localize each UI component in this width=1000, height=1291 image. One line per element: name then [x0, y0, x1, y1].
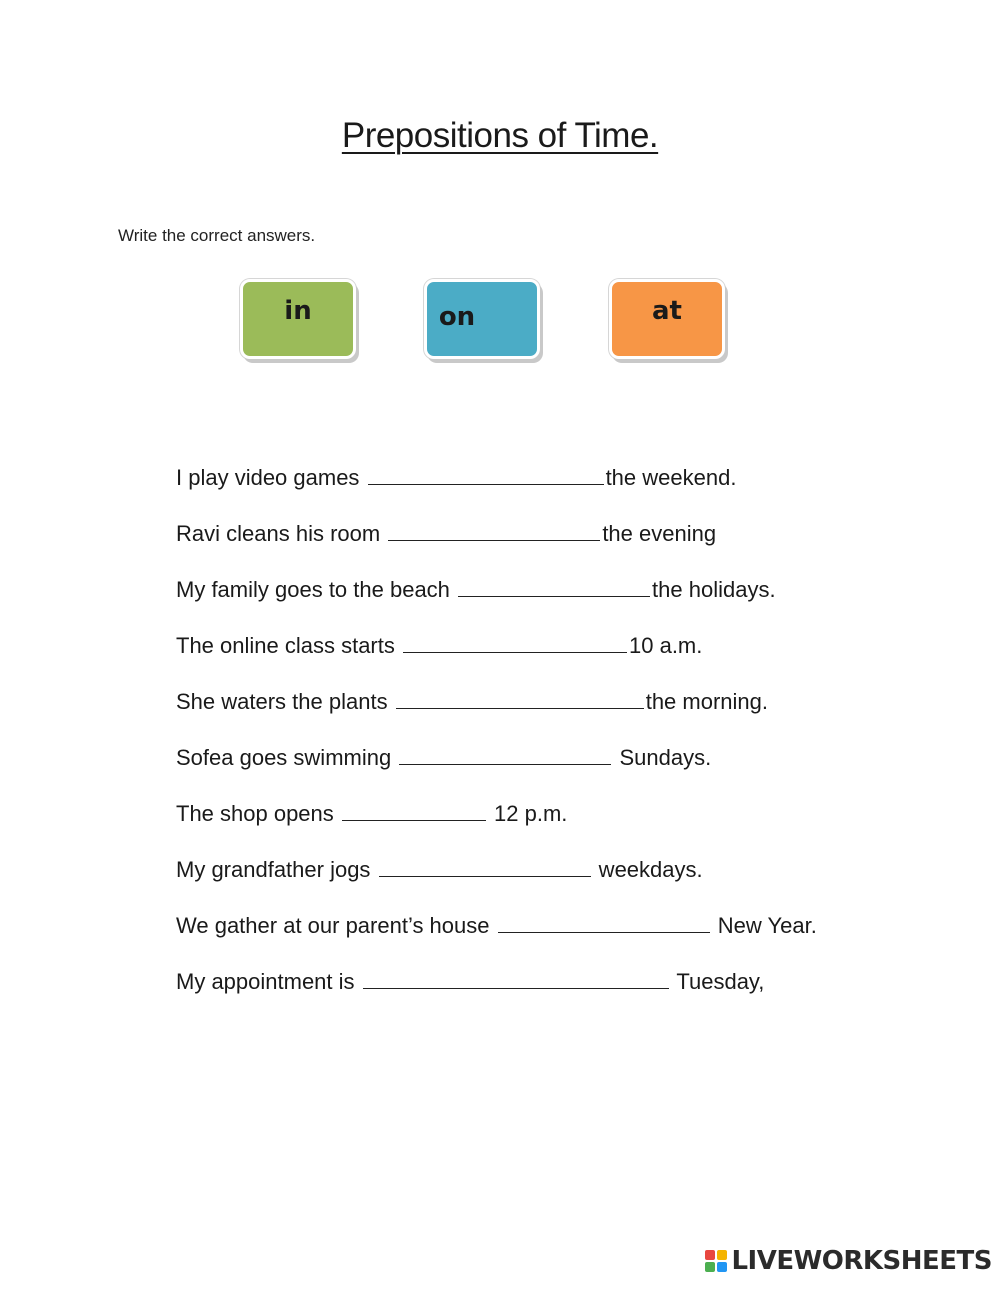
word-card-label: at [652, 296, 682, 326]
question-text: The online class starts [176, 633, 395, 658]
liveworksheets-logo-text: LIVEWORKSHEETS [731, 1246, 992, 1276]
answer-blank[interactable] [379, 852, 591, 877]
word-card-in[interactable] [240, 279, 356, 359]
answer-blank[interactable] [458, 572, 650, 597]
question-text: I play video games [176, 465, 360, 490]
answer-blank[interactable] [368, 460, 604, 485]
question-text: My family goes to the beach [176, 577, 450, 602]
answer-blank[interactable] [403, 628, 627, 653]
logo-square [705, 1250, 715, 1260]
liveworksheets-logo [705, 1247, 992, 1275]
question-text: The shop opens [176, 801, 334, 826]
question-text-after: New Year. [711, 913, 817, 938]
logo-square [717, 1250, 727, 1260]
question-text-after: 12 p.m. [487, 801, 568, 826]
answer-blank[interactable] [396, 684, 644, 709]
logo-square [717, 1262, 727, 1272]
question-text: My appointment is [176, 969, 355, 994]
worksheet-title: Prepositions of Time. [341, 116, 659, 155]
instruction-text: Write the correct answers. [118, 226, 316, 245]
liveworksheets-logo-icon [705, 1250, 727, 1272]
question-text-after: Tuesday, [670, 969, 765, 994]
answer-blank[interactable] [399, 740, 611, 765]
question-text-after: the weekend. [605, 465, 737, 490]
question-text: We gather at our parent’s house [176, 913, 490, 938]
answer-blank[interactable] [342, 796, 486, 821]
answer-blank[interactable] [498, 908, 710, 933]
word-card-on[interactable] [424, 279, 540, 359]
question-text: Ravi cleans his room [176, 521, 381, 546]
question-text: My grandfather jogs [176, 857, 371, 882]
question-text-after: the morning. [645, 689, 768, 714]
word-card-label: in [284, 296, 312, 326]
question-text: Sofea goes swimming [176, 745, 392, 770]
question-text-after: weekdays. [592, 857, 703, 882]
logo-square [705, 1262, 715, 1272]
question-text-after: Sundays. [613, 745, 712, 770]
question-text: She waters the plants [176, 689, 388, 714]
question-text-after: the holidays. [652, 577, 776, 602]
question-text-after: the evening [602, 521, 717, 546]
word-card-at[interactable] [609, 279, 725, 359]
answer-blank[interactable] [388, 516, 600, 541]
question-text-after: 10 a.m. [629, 633, 703, 658]
word-card-label: on [438, 302, 476, 332]
answer-blank[interactable] [363, 964, 669, 989]
